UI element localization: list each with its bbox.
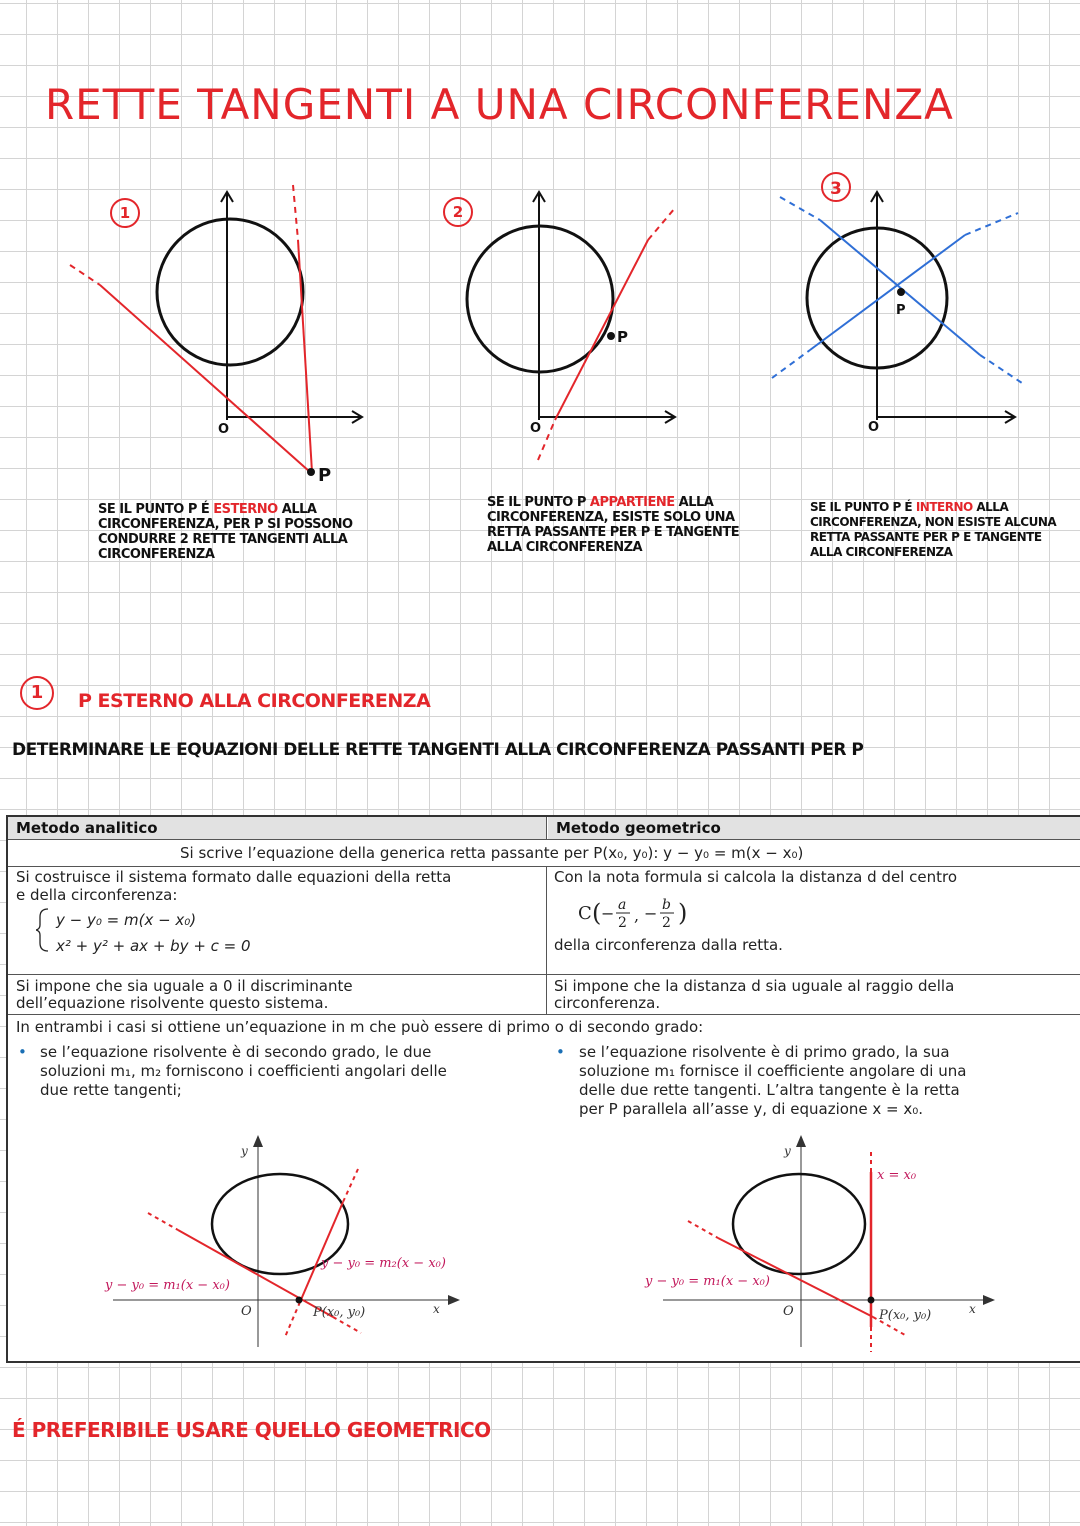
common-line: Si scrive l’equazione della generica retta passante per P(x₀, y₀): y − y₀ = m(x − x₀) — [180, 844, 804, 862]
tangent — [555, 240, 648, 420]
svg-text:O: O — [783, 1304, 794, 1319]
case-3-number: 3 — [830, 179, 842, 199]
point-p — [897, 288, 905, 296]
blue-line-1 — [820, 220, 980, 355]
section-heading: P ESTERNO ALLA CIRCONFERENZA — [78, 690, 431, 712]
analytic-step-1: Si impone che sia uguale a 0 il discriminante — [16, 977, 353, 995]
analytic-bullet-dot: • — [18, 1043, 27, 1061]
blue-line-1-dashed-b — [980, 355, 1022, 383]
conclusion: É PREFERIBILE USARE QUELLO GEOMETRICO — [12, 1418, 491, 1442]
origin-label: O — [218, 422, 230, 437]
svg-text:b: b — [662, 897, 671, 913]
analytic-intro-2: e della circonferenza: — [16, 886, 178, 904]
svg-text:,: , — [634, 906, 640, 925]
svg-text:): ) — [678, 899, 688, 927]
geometric-bullet-1: se l’equazione risolvente è di primo grado, la sua — [579, 1043, 950, 1061]
svg-text:P(x₀, y₀): P(x₀, y₀) — [313, 1305, 366, 1320]
section-task: DETERMINARE LE EQUAZIONI DELLE RETTE TANGENTI ALLA CIRCONFERENZA PASSANTI PER P — [12, 740, 864, 760]
point-p-label: P — [318, 465, 332, 486]
origin-label: O — [530, 421, 542, 436]
tangent-2 — [298, 240, 312, 472]
point-p — [607, 332, 615, 340]
geometric-bullet-2: soluzione m₁ fornisce il coefficiente angolare di una — [579, 1062, 967, 1080]
svg-text:C: C — [578, 903, 592, 924]
analytic-bullet-3: due rette tangenti; — [40, 1081, 182, 1099]
center-formula — [576, 893, 726, 933]
svg-text:y − y₀ = m₁(x − x₀): y − y₀ = m₁(x − x₀) — [105, 1278, 230, 1293]
case-2-caption: SE IL PUNTO P APPARTIENE ALLA CIRCONFERENZA, ESISTE SOLO UNA RETTA PASSANTE PER P E TANGENTE ALLA CIRCONFERENZA — [487, 495, 740, 555]
case-1-caption: SE IL PUNTO P É ESTERNO ALLA CIRCONFERENZA, PER P SI POSSONO CONDURRE 2 RETTE TANGENTI ALLA CIRCONFERENZA — [98, 502, 353, 562]
geometric-step-1: Si impone che la distanza d sia uguale al raggio della — [554, 977, 955, 995]
svg-text:a: a — [618, 897, 627, 913]
case-3-caption: SE IL PUNTO P É INTERNO ALLA CIRCONFERENZA, NON ESISTE ALCUNA RETTA PASSANTE PER P E TANGENTE ALLA CIRCONFERENZA — [810, 500, 1057, 559]
geometric-intro-2: della circonferenza dalla retta. — [554, 936, 783, 954]
svg-text:x = x₀: x = x₀ — [877, 1168, 917, 1183]
case-2-number: 2 — [443, 197, 473, 227]
blue-line-2-dashed-a — [772, 350, 810, 378]
point-p-label: P — [617, 328, 628, 346]
system-eq-2: x² + y² + ax + by + c = 0 — [56, 937, 251, 955]
point-p-label: P — [896, 303, 906, 318]
geometric-bullet-3: delle due rette tangenti. L’altra tangente è la retta — [579, 1081, 960, 1099]
circle — [157, 219, 303, 365]
tangent-1 — [100, 285, 310, 472]
geometric-intro: Con la nota formula si calcola la distanza d del centro — [554, 868, 957, 886]
svg-text:2: 2 — [662, 915, 671, 931]
page-title: RETTE TANGENTI A UNA CIRCONFERENZA — [45, 80, 954, 129]
geometric-figure — [633, 1127, 1033, 1357]
svg-text:O: O — [241, 1304, 252, 1319]
analytic-header: Metodo analitico — [8, 817, 546, 839]
geometric-header: Metodo geometrico — [548, 817, 1080, 839]
case-3-diagram — [760, 165, 1080, 485]
svg-text:2: 2 — [618, 915, 627, 931]
point-p — [307, 468, 315, 476]
analytic-figure — [93, 1127, 483, 1357]
blue-line-2-dashed-b — [965, 213, 1018, 235]
case-2-diagram — [370, 170, 700, 490]
svg-text:P(x₀, y₀): P(x₀, y₀) — [879, 1308, 932, 1323]
origin-label: O — [868, 420, 880, 435]
section-number: 1 — [20, 676, 54, 710]
blue-line-1-dashed-a — [780, 197, 820, 220]
system-eq-1: y − y₀ = m(x − x₀) — [56, 911, 197, 929]
analytic-step-2: dell’equazione risolvente questo sistema. — [16, 994, 329, 1012]
svg-text:y: y — [784, 1144, 791, 1158]
case-1-number: 1 — [110, 198, 140, 228]
svg-text:−: − — [601, 904, 615, 923]
svg-text:y − y₀ = m₁(x − x₀): y − y₀ = m₁(x − x₀) — [645, 1274, 770, 1289]
svg-text:(: ( — [592, 899, 602, 927]
geometric-step-2: circonferenza. — [554, 994, 661, 1012]
svg-text:y: y — [241, 1144, 248, 1158]
analytic-bullet-2: soluzioni m₁, m₂ forniscono i coefficienti angolari delle — [40, 1062, 447, 1080]
analytic-bullet-1: se l’equazione risolvente è di secondo grado, le due — [40, 1043, 432, 1061]
tangent-2-dashed — [293, 185, 298, 240]
case-1-diagram — [60, 170, 380, 490]
svg-text:x: x — [433, 1302, 440, 1316]
tangent-dashed-high — [648, 208, 675, 240]
geometric-bullet-dot: • — [556, 1043, 565, 1061]
svg-text:−: − — [644, 904, 658, 923]
geometric-bullet-4: per P parallela all’asse y, di equazione x = x₀. — [579, 1100, 924, 1118]
svg-text:x: x — [969, 1302, 976, 1316]
both-cases: In entrambi i casi si ottiene un’equazione in m che può essere di primo o di secondo grado: — [16, 1018, 704, 1036]
analytic-intro-1: Si costruisce il sistema formato dalle equazioni della retta — [16, 868, 452, 886]
blue-line-2 — [810, 235, 965, 350]
method-table — [6, 815, 1080, 1363]
tangent-1-dashed — [70, 265, 100, 285]
svg-text:y − y₀ = m₂(x − x₀): y − y₀ = m₂(x − x₀) — [321, 1256, 446, 1271]
